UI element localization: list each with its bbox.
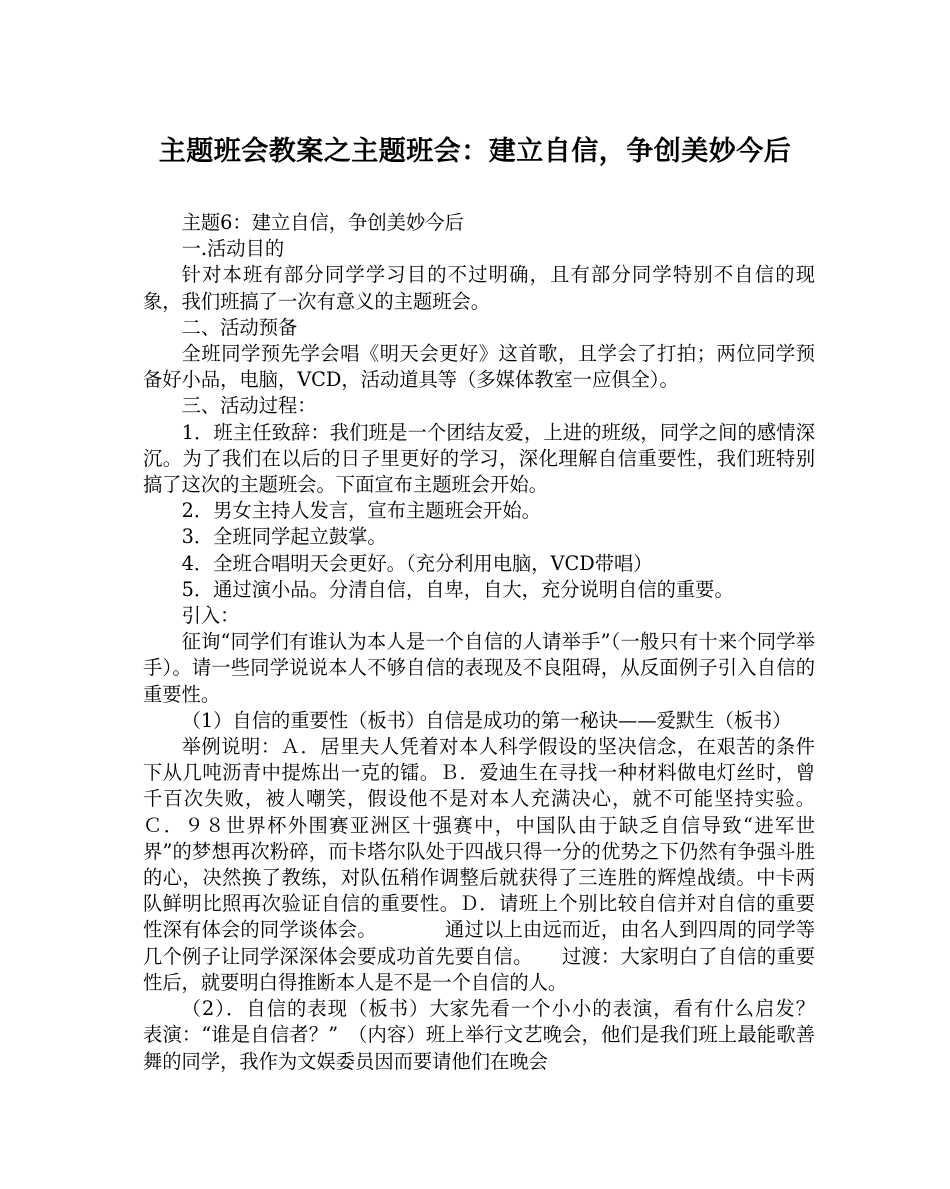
paragraph-intro: 征询“同学们有谁认为本人是一个自信的人请举手”（一般只有十来个同学举手）。请一些同学说说本人不够自信的表现及不良阻碍，从反面例子引入自信的重要性。 (143, 630, 815, 706)
paragraph-topic: 主题6：建立自信，争创美妙今后 (181, 211, 464, 234)
paragraph-intro-label: 引入： (181, 604, 240, 628)
paragraph-step-3: 3．全班同学起立鼓掌。 (181, 525, 387, 549)
document-body (143, 210, 835, 1075)
section-heading-purpose: 一.活动目的 (181, 237, 285, 261)
paragraph-step-2: 2．男女主持人发言，宣布主题班会开始。 (181, 499, 541, 523)
paragraph-importance: （1）自信的重要性（板书）自信是成功的第一秘诀——爱默生（板书） (181, 708, 792, 732)
section-heading-preparation: 二、活动预备 (181, 315, 298, 339)
paragraph-step-5: 5．通过演小品。分清自信，自卑，自大，充分说明自信的重要。 (181, 577, 734, 601)
paragraph-manifestation: （2）．自信的表现（板书）大家先看一个小小的表演，看有什么启发？ 表演：“谁是自信者？” （内容）班上举行文艺晚会，他们是我们班上最能歌善舞的同学，我作为文娱委员因而要请他们在晚会 (143, 997, 835, 1073)
paragraph-step-1: 1．班主任致辞：我们班是一个团结友爱，上进的班级，同学之间的感情深沉。为了我们在以后的日子里更好的学习，深化理解自信重要性，我们班特别搞了这次的主题班会。下面宣布主题班会开始。 (143, 420, 815, 497)
paragraph-examples: 举例说明：Ａ．居里夫人凭着对本人科学假设的坚决信念，在艰苦的条件下从几吨沥青中提炼出一克的镭。Ｂ．爱迪生在寻找一种材料做电灯丝时，曾千百次失败，被人嘲笑，假设他不是对本人充满决心，就不可能坚持实验。Ｃ．９８世界杯外围赛亚洲区十强赛中，中国队由于缺乏自信导致“进军世界”的梦想再次粉碎，而卡塔尔队处于四战只得一分的优势之下仍然有争强斗胜的心，决然换了教练，对队伍稍作调整后就获得了三连胜的辉煌战绩。中卡两队鲜明比照再次验证自信的重要性。Ｄ．请班上个别比较自信并对自信的重要性深有体会的同学谈体会。 通过以上由远而近，由名人到四周的同学等几个例子让同学深深体会要成功首先要自信。 过渡：大家明白了自信的重要性后，就要明白得推断本人是不是一个自信的人。 (143, 735, 815, 994)
paragraph-purpose: 针对本班有部分同学学习目的不过明确，且有部分同学特别不自信的现象，我们班搞了一次有意义的主题班会。 (143, 263, 815, 313)
document-title: 主题班会教案之主题班会：建立自信，争创美妙今后 (158, 136, 792, 167)
paragraph-step-4: 4．全班合唱明天会更好。（充分利用电脑，VCD带唱） (181, 551, 653, 575)
section-heading-process: 三、活动过程： (181, 394, 317, 418)
paragraph-preparation: 全班同学预先学会唱《明天会更好》这首歌，且学会了打拍；两位同学预备好小品，电脑，VCD，活动道具等（多媒体教室一应俱全）。 (143, 342, 815, 392)
